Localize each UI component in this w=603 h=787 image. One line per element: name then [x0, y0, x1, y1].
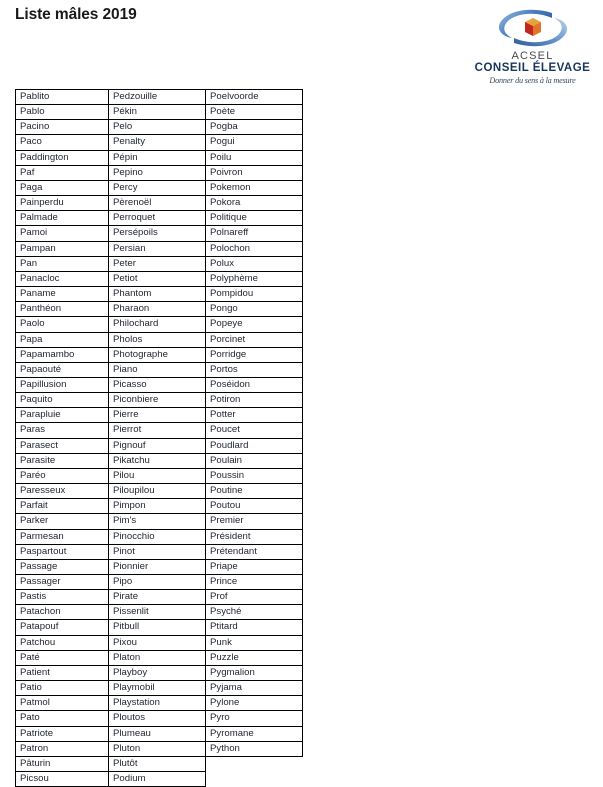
table-cell-name: Pacino — [16, 120, 109, 135]
table-cell-name: Paresseux — [16, 484, 109, 499]
table-cell-name: Poivron — [206, 165, 303, 180]
table-cell-name: Perroquet — [109, 211, 206, 226]
table-cell-name: Poséidon — [206, 377, 303, 392]
table-cell-name: Pyjama — [206, 681, 303, 696]
table-cell-name: Paté — [16, 650, 109, 665]
table-row — [16, 347, 303, 362]
table-cell-name: Photographe — [109, 347, 206, 362]
table-cell-name: Patmol — [16, 696, 109, 711]
table-cell-name: Poussin — [206, 468, 303, 483]
table-cell-name: Prétendant — [206, 544, 303, 559]
table-cell-name: Potter — [206, 408, 303, 423]
table-cell-name: Patron — [16, 741, 109, 756]
table-cell-name: Panthéon — [16, 302, 109, 317]
table-body — [16, 90, 303, 787]
table-cell-name: Patachon — [16, 605, 109, 620]
table-cell-name: Pharaon — [109, 302, 206, 317]
logo-baseline-text: Donner du sens à la mesure — [489, 76, 576, 85]
table-cell-name: Pampan — [16, 241, 109, 256]
table-cell-name: Pissenlit — [109, 605, 206, 620]
table-row — [16, 362, 303, 377]
table-cell-name: Papaouté — [16, 362, 109, 377]
table-cell-name: Pelo — [109, 120, 206, 135]
table-cell-name: Poutou — [206, 499, 303, 514]
table-cell-name: Pierre — [109, 408, 206, 423]
table-cell-name: Punk — [206, 635, 303, 650]
table-row — [16, 772, 303, 787]
table-cell-name: Paddington — [16, 150, 109, 165]
table-cell-name: Panacloc — [16, 271, 109, 286]
table-row — [16, 332, 303, 347]
logo-acsel-text: ACSEL — [511, 50, 554, 62]
table-cell-name: Parker — [16, 514, 109, 529]
table-cell-name: Pimpon — [109, 499, 206, 514]
table-cell-name: Ploutos — [109, 711, 206, 726]
table-cell-name: Pylone — [206, 696, 303, 711]
table-cell-name: Pygmalion — [206, 665, 303, 680]
table-cell-name: Platon — [109, 650, 206, 665]
table-row — [16, 514, 303, 529]
table-row — [16, 499, 303, 514]
table-row — [16, 211, 303, 226]
table-cell-name: Porcinet — [206, 332, 303, 347]
table-cell-name: Painperdu — [16, 196, 109, 211]
table-row — [16, 408, 303, 423]
table-cell-name: Pompidou — [206, 287, 303, 302]
table-cell-name: Prof — [206, 590, 303, 605]
table-cell-name: Paras — [16, 423, 109, 438]
table-cell-name: Pixou — [109, 635, 206, 650]
table-row — [16, 393, 303, 408]
table-cell-name: Playmobil — [109, 681, 206, 696]
table-cell-name: Paname — [16, 287, 109, 302]
table-cell-name: Paquito — [16, 393, 109, 408]
logo-conseil-elevage-text: CONSEIL ÉLEVAGE — [474, 62, 591, 74]
table-cell-name: Poelvoorde — [206, 90, 303, 105]
table-row — [16, 650, 303, 665]
table-cell-name: Pékin — [109, 105, 206, 120]
table-row — [16, 302, 303, 317]
page-title: Liste mâles 2019 — [15, 6, 137, 23]
table-cell-name: Playboy — [109, 665, 206, 680]
table-row — [16, 756, 303, 771]
table-row — [16, 711, 303, 726]
table-cell-name: Pionnier — [109, 559, 206, 574]
table-cell-name: Papillusion — [16, 377, 109, 392]
table-cell-name: Polnareff — [206, 226, 303, 241]
table-cell-name: Philochard — [109, 317, 206, 332]
table-cell-name: Pato — [16, 711, 109, 726]
table-cell-name: Piano — [109, 362, 206, 377]
table-cell-name: Paspartout — [16, 544, 109, 559]
table-cell-name: Potiron — [206, 393, 303, 408]
table-cell-name: Pyromane — [206, 726, 303, 741]
table-cell-name: Polochon — [206, 241, 303, 256]
table-cell-name: Priape — [206, 559, 303, 574]
table-row — [16, 665, 303, 680]
table-row — [16, 544, 303, 559]
acsel-logo — [470, 6, 595, 90]
table-cell-name: Polyphème — [206, 271, 303, 286]
table-cell-name: Pholos — [109, 332, 206, 347]
table-cell-name: Papamambo — [16, 347, 109, 362]
logo-swoosh-cube-icon — [490, 6, 576, 50]
table-cell-name: Petiot — [109, 271, 206, 286]
table-row — [16, 226, 303, 241]
table-cell-name: Pongo — [206, 302, 303, 317]
table-row — [16, 180, 303, 195]
table-cell-name: Parasite — [16, 453, 109, 468]
table-row — [16, 150, 303, 165]
table-row — [16, 196, 303, 211]
table-row — [16, 575, 303, 590]
table-cell-name: Poutine — [206, 484, 303, 499]
table-cell-name: Playstation — [109, 696, 206, 711]
table-row — [16, 120, 303, 135]
table-cell-name: Premier — [206, 514, 303, 529]
table-cell-name: Pignouf — [109, 438, 206, 453]
table-cell-name: Pablo — [16, 105, 109, 120]
table-cell-name: Palmade — [16, 211, 109, 226]
table-cell-name: Pluton — [109, 741, 206, 756]
table-row — [16, 256, 303, 271]
table-cell-name: Phantom — [109, 287, 206, 302]
table-cell-name: Prince — [206, 575, 303, 590]
table-row — [16, 135, 303, 150]
table-cell-name: Peter — [109, 256, 206, 271]
table-cell-name: Podium — [109, 772, 206, 787]
table-cell-name: Patchou — [16, 635, 109, 650]
acsel-logo-mark — [470, 6, 595, 50]
table-cell-name: Pyro — [206, 711, 303, 726]
table-cell-name: Poulain — [206, 453, 303, 468]
table-cell-name: Ptitard — [206, 620, 303, 635]
table-cell-name: Polux — [206, 256, 303, 271]
table-row — [16, 90, 303, 105]
table-row — [16, 620, 303, 635]
table-cell-name: Piconbiere — [109, 393, 206, 408]
table-row — [16, 423, 303, 438]
table-cell-name: Picsou — [16, 772, 109, 787]
table-row — [16, 741, 303, 756]
table-cell-name: Pastis — [16, 590, 109, 605]
table-cell-name: Pepino — [109, 165, 206, 180]
table-cell-name: Pikatchu — [109, 453, 206, 468]
table-cell-name: Picasso — [109, 377, 206, 392]
table-cell-name: Pierrot — [109, 423, 206, 438]
table-cell-name: Poudlard — [206, 438, 303, 453]
table-cell-name: Parmesan — [16, 529, 109, 544]
table-cell-name: Poète — [206, 105, 303, 120]
table-row — [16, 726, 303, 741]
table-cell-name: Python — [206, 741, 303, 756]
table-row — [16, 165, 303, 180]
table-cell-name: Percy — [109, 180, 206, 195]
table-cell-name: Pedzouille — [109, 90, 206, 105]
table-cell-name: Penalty — [109, 135, 206, 150]
table-cell-name: Passager — [16, 575, 109, 590]
table-cell-name: Puzzle — [206, 650, 303, 665]
table-cell-empty — [206, 772, 303, 787]
table-cell-name: Paga — [16, 180, 109, 195]
table-cell-name: Politique — [206, 211, 303, 226]
table-cell-name: Paf — [16, 165, 109, 180]
table-cell-name: Paréo — [16, 468, 109, 483]
table-cell-name: Portos — [206, 362, 303, 377]
table-cell-name: Pilou — [109, 468, 206, 483]
table-cell-name: Pipo — [109, 575, 206, 590]
table-row — [16, 681, 303, 696]
table-cell-name: Porridge — [206, 347, 303, 362]
table-cell-empty — [206, 756, 303, 771]
table-cell-name: Pablito — [16, 90, 109, 105]
table-cell-name: Plutôt — [109, 756, 206, 771]
table-row — [16, 635, 303, 650]
table-cell-name: Pépin — [109, 150, 206, 165]
table-cell-name: Pokemon — [206, 180, 303, 195]
table-row — [16, 696, 303, 711]
table-cell-name: Parfait — [16, 499, 109, 514]
table-cell-name: Persian — [109, 241, 206, 256]
table-cell-name: Paolo — [16, 317, 109, 332]
table-row — [16, 317, 303, 332]
table-row — [16, 241, 303, 256]
table-cell-name: Patapouf — [16, 620, 109, 635]
table-cell-name: Pèrenoël — [109, 196, 206, 211]
table-cell-name: Président — [206, 529, 303, 544]
table-cell-name: Pokora — [206, 196, 303, 211]
table-cell-name: Pogui — [206, 135, 303, 150]
table-cell-name: Patient — [16, 665, 109, 680]
table-row — [16, 377, 303, 392]
table-cell-name: Passage — [16, 559, 109, 574]
table-cell-name: Pâturin — [16, 756, 109, 771]
table-row — [16, 529, 303, 544]
table-cell-name: Parapluie — [16, 408, 109, 423]
table-row — [16, 468, 303, 483]
male-names-table — [15, 89, 303, 787]
table-cell-name: Pan — [16, 256, 109, 271]
table-row — [16, 559, 303, 574]
table-cell-name: Pinocchio — [109, 529, 206, 544]
table-cell-name: Popeye — [206, 317, 303, 332]
table-row — [16, 484, 303, 499]
table-cell-name: Pinot — [109, 544, 206, 559]
table-cell-name: Patriote — [16, 726, 109, 741]
table-cell-name: Piloupilou — [109, 484, 206, 499]
table-cell-name: Parasect — [16, 438, 109, 453]
table-row — [16, 105, 303, 120]
table-row — [16, 287, 303, 302]
table-cell-name: Poucet — [206, 423, 303, 438]
table-row — [16, 453, 303, 468]
table-row — [16, 271, 303, 286]
table-row — [16, 438, 303, 453]
table-cell-name: Paco — [16, 135, 109, 150]
table-cell-name: Pamoi — [16, 226, 109, 241]
table-row — [16, 590, 303, 605]
table-cell-name: Pim's — [109, 514, 206, 529]
table-cell-name: Pogba — [206, 120, 303, 135]
table-cell-name: Psyché — [206, 605, 303, 620]
table-row — [16, 605, 303, 620]
table-cell-name: Persépoils — [109, 226, 206, 241]
table-cell-name: Plumeau — [109, 726, 206, 741]
table-cell-name: Papa — [16, 332, 109, 347]
table-cell-name: Pitbull — [109, 620, 206, 635]
table-cell-name: Pirate — [109, 590, 206, 605]
table-cell-name: Patio — [16, 681, 109, 696]
table-cell-name: Poilu — [206, 150, 303, 165]
